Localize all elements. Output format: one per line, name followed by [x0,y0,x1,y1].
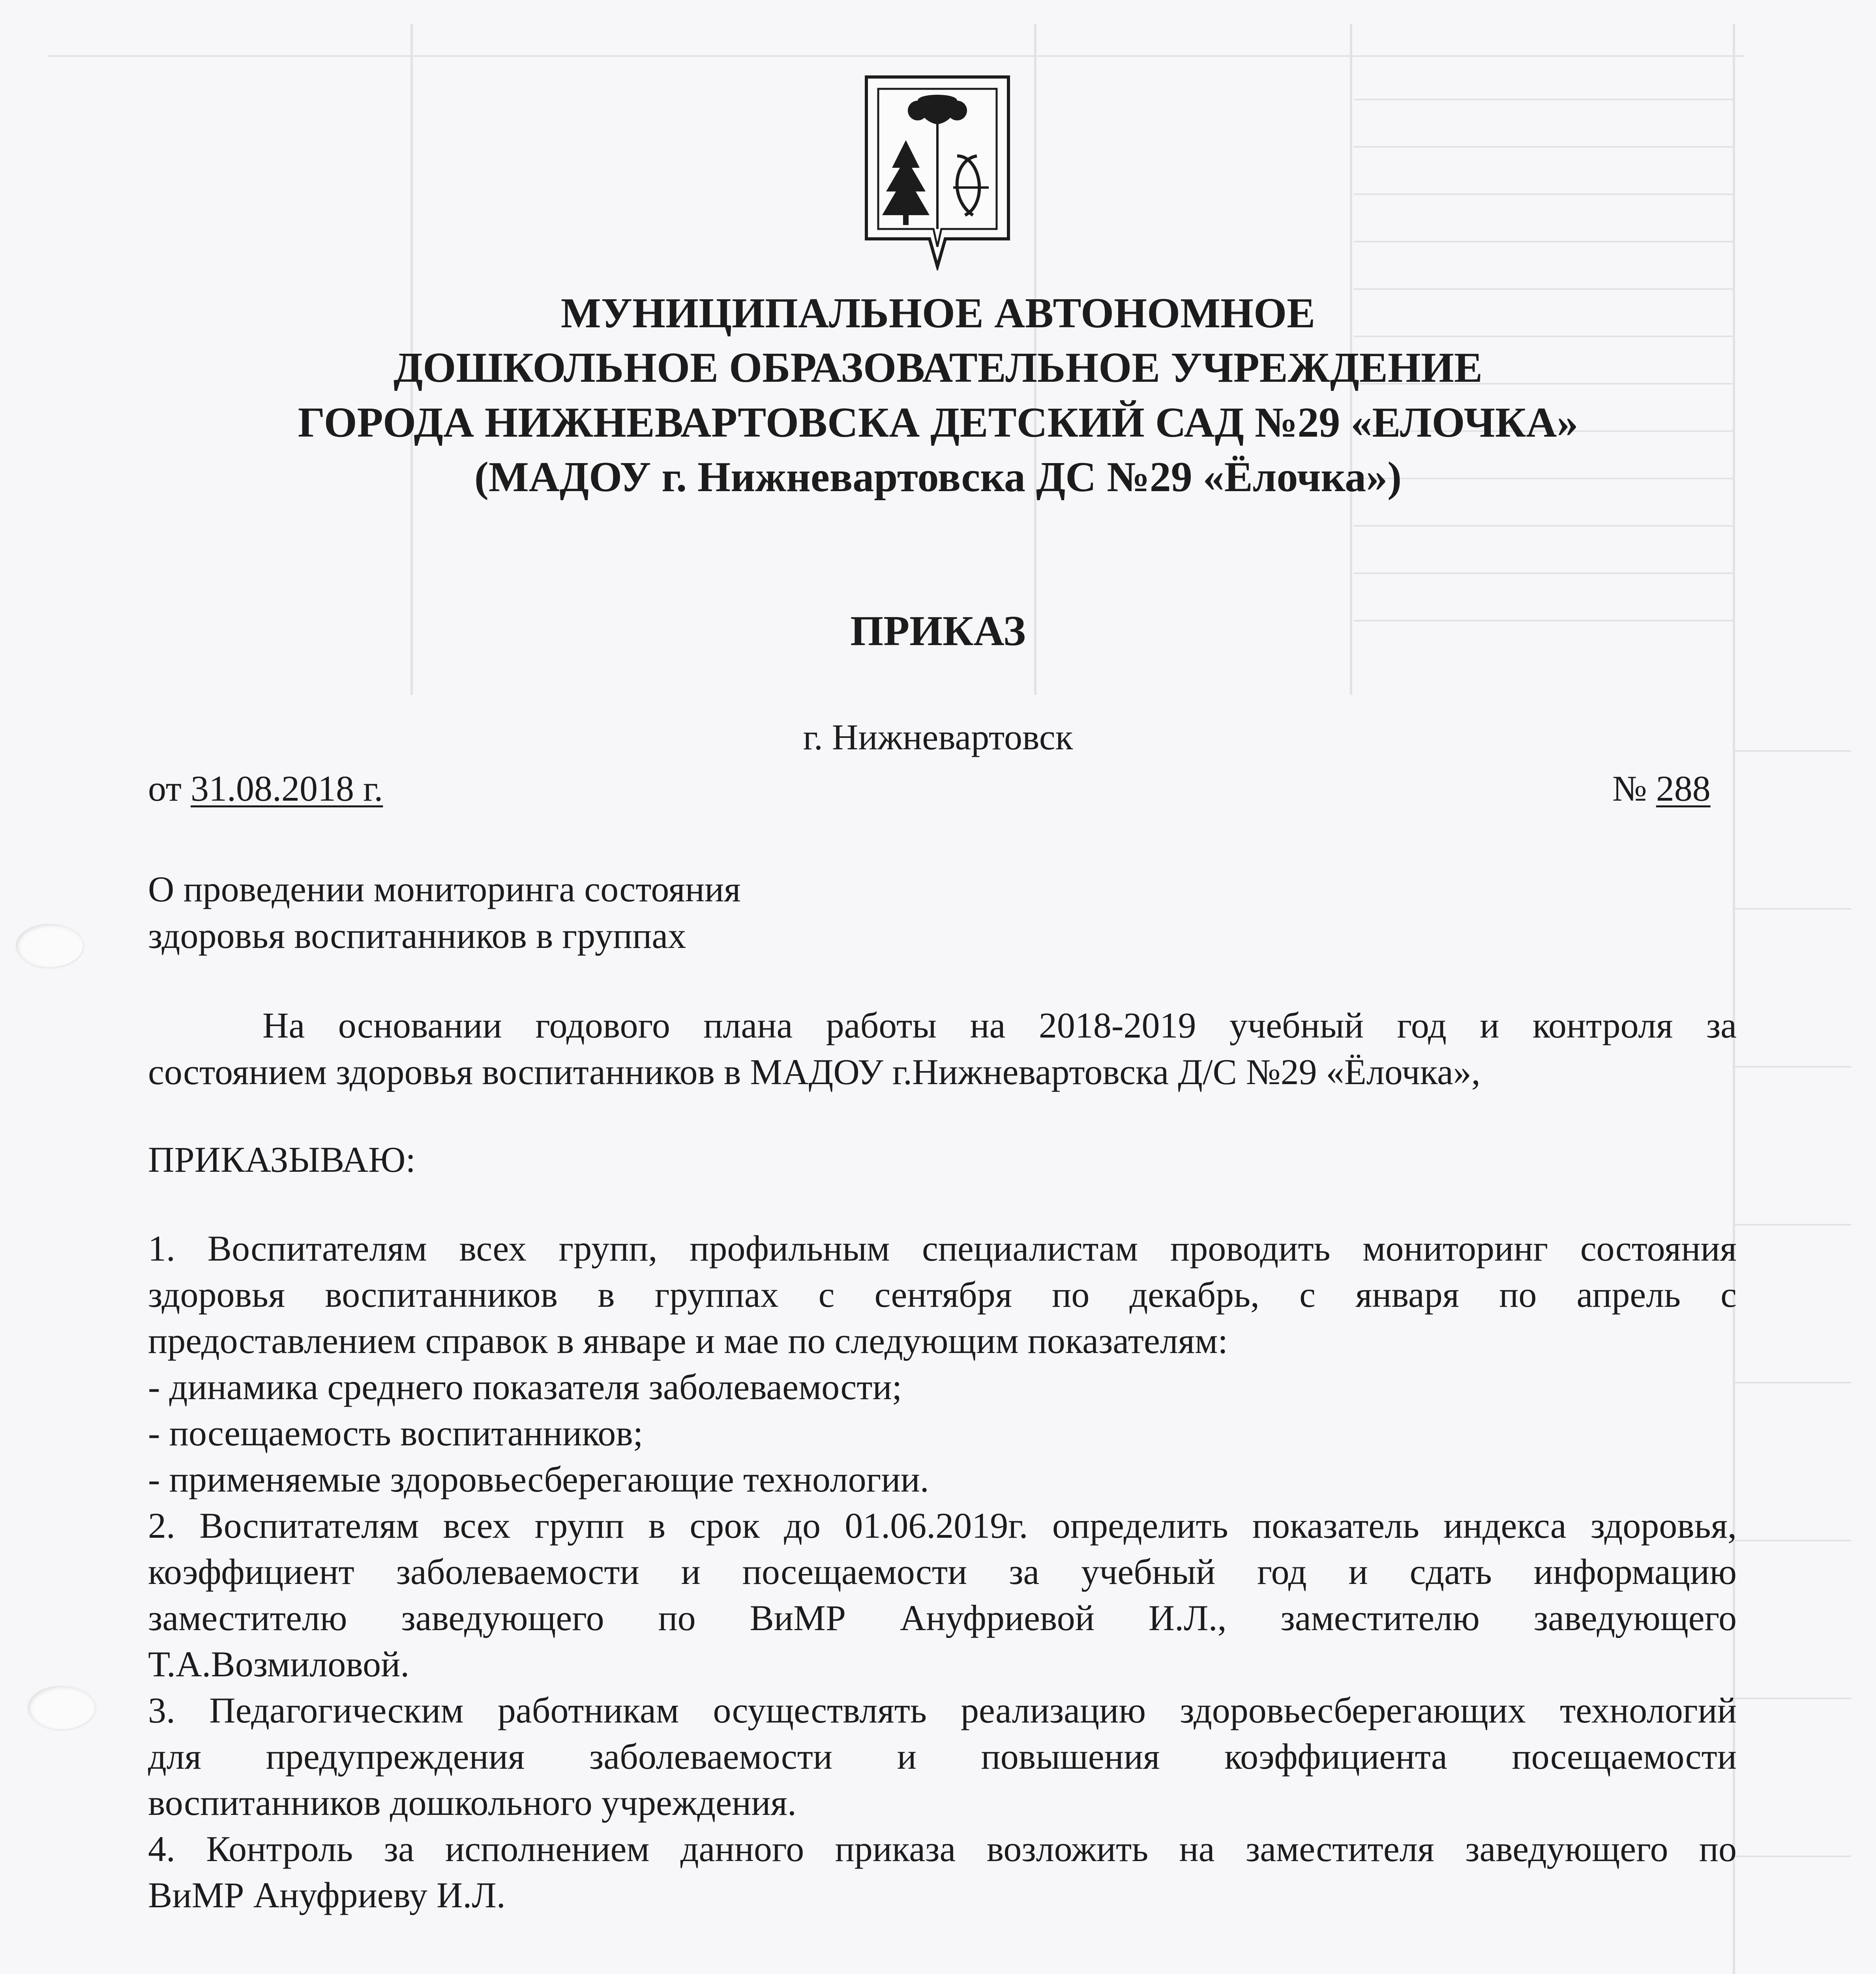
punch-hole-top [16,924,83,967]
item-2-line-4: Т.А.Возмиловой. [148,1644,410,1684]
handwritten-signature-icon [809,1970,951,1974]
org-name-line-1: МУНИЦИПАЛЬНОЕ АВТОНОМНОЕ [560,290,1316,337]
item-4-line-2: ВиМР Ануфриеву И.Л. [148,1875,506,1915]
item-4-line-1: 4. Контроль за исполнением данного приказа возложить на заместителя заведующего по [148,1829,1737,1869]
document-title: ПРИКАЗ [850,608,1026,655]
item-2-line-2: коэффициент заболеваемости и посещаемости за учебный год и сдать информацию [148,1552,1737,1592]
org-name-line-2: ДОШКОЛЬНОЕ ОБРАЗОВАТЕЛЬНОЕ УЧРЕЖДЕНИЕ [394,344,1482,391]
order-word: ПРИКАЗЫВАЮ: [148,1139,416,1180]
item-1-bullet-2: - посещаемость воспитанников; [148,1413,643,1453]
number-prefix: № [1612,768,1656,809]
preamble-line-2: состоянием здоровья воспитанников в МАДОУ г.Нижневартовска Д/С №29 «Ёлочка», [148,1052,1481,1092]
item-1-bullet-3: - применяемые здоровьесберегающие технологии. [148,1459,929,1499]
item-3-line-2: для предупреждения заболеваемости и повышения коэффициента посещаемости [148,1736,1737,1777]
subject-line-2: здоровья воспитанников в группах [148,916,686,956]
org-short-name: (МАДОУ г. Нижневартовска ДС №29 «Ёлочка») [474,454,1402,501]
item-1-bullet-1: - динамика среднего показателя заболеваемости; [148,1367,902,1407]
item-1-line-3: предоставлением справок в январе и мае по следующим показателям: [148,1321,1228,1361]
date-value: 31.08.2018 г. [191,768,383,809]
item-1-line-1: 1. Воспитателям всех групп, профильным специалистам проводить мониторинг состояния [148,1228,1737,1268]
coat-of-arms-icon [858,73,1016,270]
number-value: 288 [1656,768,1711,809]
item-3-line-1: 3. Педагогическим работникам осуществлять реализацию здоровьесберегающих технологий [148,1690,1737,1730]
order-date [148,766,383,811]
preamble-line-1: На основании годового плана работы на 2018-2019 учебный год и контроля за [262,1005,1737,1045]
item-2-line-3: заместителю заведующего по ВиМР Ануфриевой И.Л., заместителю заведующего [148,1598,1737,1638]
item-1-line-2: здоровья воспитанников в группах с сентября по декабрь, с января по апрель с [148,1274,1737,1315]
punch-hole-bottom [28,1686,95,1729]
order-number [1612,766,1711,811]
city-line: г. Нижневартовск [803,717,1073,757]
date-prefix: от [148,768,191,809]
org-name-line-3: ГОРОДА НИЖНЕВАРТОВСКА ДЕТСКИЙ САД №29 «ЕЛОЧКА» [298,399,1578,446]
item-3-line-3: воспитанников дошкольного учреждения. [148,1783,797,1823]
subject-line-1: О проведении мониторинга состояния [148,869,741,909]
item-2-line-1: 2. Воспитателям всех групп в срок до 01.06.2019г. определить показатель индекса здоровья, [148,1505,1737,1546]
